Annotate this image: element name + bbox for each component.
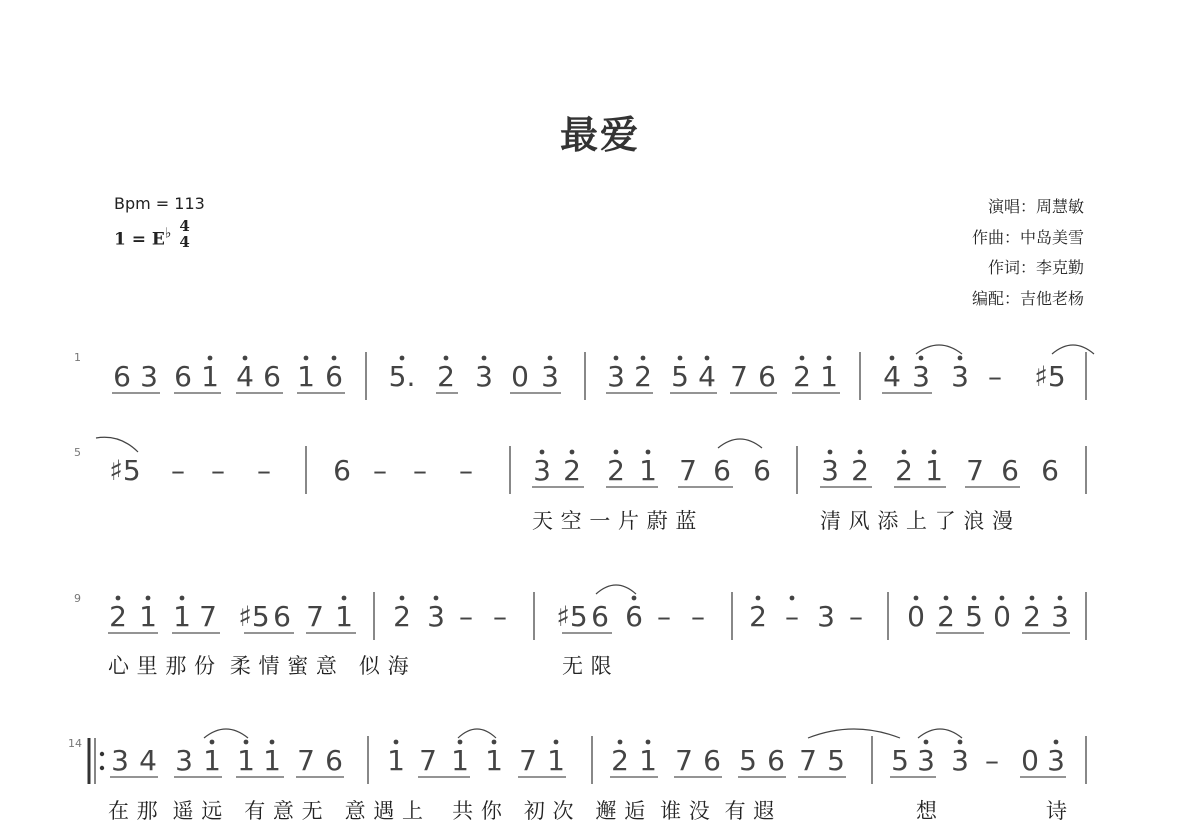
time-sig-bottom: 4 [179, 233, 190, 251]
note-3-9: 2 [393, 600, 411, 633]
note-4-13: 7 [519, 744, 537, 777]
octave-dot [790, 596, 795, 601]
note-3-22: 0 [907, 600, 925, 633]
lyric-line-2a: 天 空 一 片 蔚 蓝 [532, 509, 697, 533]
note-1-10: 2 [437, 360, 455, 393]
flat-sign: ♭ [164, 225, 172, 242]
lyric-line-4b: 想 [916, 799, 938, 823]
note-1-7: 1 [297, 360, 315, 393]
note-3-16: – [657, 600, 671, 633]
note-1-17: 4 [698, 360, 716, 393]
octave-dot [434, 596, 439, 601]
note-1-14: 3 [607, 360, 625, 393]
note-4-9: 1 [387, 744, 405, 777]
octave-dot [444, 356, 449, 361]
octave-dot [1030, 596, 1035, 601]
note-4-10: 7 [419, 744, 437, 777]
note-3-24: 5 [965, 600, 983, 633]
octave-dot [800, 356, 805, 361]
repeat-dot [100, 766, 104, 770]
lyricist-credit: 作词：李克勤 [987, 258, 1084, 277]
note-1-5: 4 [236, 360, 254, 393]
octave-dot [243, 356, 248, 361]
note-1-11: 3 [475, 360, 493, 393]
octave-dot [570, 450, 575, 455]
note-4-17: 7 [675, 744, 693, 777]
note-2-10: 2 [563, 454, 581, 487]
octave-dot [394, 740, 399, 745]
note-2-4: – [257, 454, 271, 487]
note-4-20: 6 [767, 744, 785, 777]
note-3-12: – [493, 600, 507, 633]
note-2-19: 1 [925, 454, 943, 487]
note-4-14: 1 [547, 744, 565, 777]
note-2-11: 2 [607, 454, 625, 487]
note-1-18: 7 [730, 360, 748, 393]
note-4-2: 4 [139, 744, 157, 777]
note-3-5: ♯5 [238, 600, 270, 633]
octave-dot [208, 356, 213, 361]
tempo-label: Bpm = 113 [114, 194, 205, 213]
octave-dot [1058, 596, 1063, 601]
octave-dot [548, 356, 553, 361]
note-3-25: 0 [993, 600, 1011, 633]
note-2-1: ♯5 [109, 454, 141, 487]
octave-dot [858, 450, 863, 455]
note-4-22: 5 [827, 744, 845, 777]
slur [916, 345, 962, 354]
note-2-21: 6 [1001, 454, 1019, 487]
octave-dot [902, 450, 907, 455]
repeat-dot [100, 752, 104, 756]
slur [1052, 345, 1094, 354]
note-3-11: – [459, 600, 473, 633]
octave-dot [614, 356, 619, 361]
octave-dot [540, 450, 545, 455]
arranger-credit: 编配：吉他老杨 [971, 288, 1084, 308]
lyric-line-2b: 清 风 添 上 了 浪 漫 [820, 509, 1014, 533]
note-1-1: 6 [113, 360, 131, 393]
note-4-11: 1 [451, 744, 469, 777]
note-4-1: 3 [111, 744, 129, 777]
octave-dot [678, 356, 683, 361]
octave-dot [146, 596, 151, 601]
note-2-14: 6 [713, 454, 731, 487]
lyric-line-3a: 心 里 那 份 柔 情 蜜 意 似 海 [108, 654, 410, 678]
octave-dot [332, 356, 337, 361]
slur-continuation [96, 437, 138, 452]
note-2-22: 6 [1041, 454, 1059, 487]
note-2-8: – [459, 454, 473, 487]
note-4-12: 1 [485, 744, 503, 777]
note-2-3: – [211, 454, 225, 487]
note-3-14: 6 [591, 600, 609, 633]
note-1-15: 2 [634, 360, 652, 393]
singer-credit: 演唱：周慧敏 [987, 197, 1084, 216]
page-title: 最爱 [559, 113, 640, 157]
note-1-2: 3 [140, 360, 158, 393]
lyric-line-3b: 无 限 [562, 654, 613, 678]
octave-dot [618, 740, 623, 745]
note-4-15: 2 [611, 744, 629, 777]
slur [458, 729, 496, 738]
note-4-21: 7 [799, 744, 817, 777]
octave-dot [646, 740, 651, 745]
octave-dot [400, 356, 405, 361]
octave-dot [116, 596, 121, 601]
slur [808, 729, 900, 738]
octave-dot [210, 740, 215, 745]
note-1-26: ♯5 [1034, 360, 1066, 393]
octave-dot [641, 356, 646, 361]
note-2-12: 1 [639, 454, 657, 487]
octave-dot [827, 356, 832, 361]
note-1-22: 4 [883, 360, 901, 393]
note-3-15: 6 [625, 600, 643, 633]
note-3-17: – [691, 600, 705, 633]
note-2-17: 2 [851, 454, 869, 487]
note-1-24: 3 [951, 360, 969, 393]
note-3-18: 2 [749, 600, 767, 633]
note-1-21: 1 [820, 360, 838, 393]
note-1-20: 2 [793, 360, 811, 393]
slur [204, 729, 248, 738]
note-1-8: 6 [325, 360, 343, 393]
octave-dot [1054, 740, 1059, 745]
note-3-6: 6 [273, 600, 291, 633]
note-1-16: 5 [671, 360, 689, 393]
note-1-6: 6 [263, 360, 281, 393]
note-4-3: 3 [175, 744, 193, 777]
octave-dot [632, 596, 637, 601]
octave-dot [458, 740, 463, 745]
note-4-7: 7 [297, 744, 315, 777]
note-2-2: – [171, 454, 185, 487]
note-4-25: 3 [951, 744, 969, 777]
octave-dot [919, 356, 924, 361]
octave-dot [554, 740, 559, 745]
note-3-27: 3 [1051, 600, 1069, 633]
octave-dot [828, 450, 833, 455]
slur [918, 729, 962, 738]
measure-number-1: 1 [74, 351, 81, 364]
measure-number-5: 5 [74, 446, 81, 459]
note-4-16: 1 [639, 744, 657, 777]
note-4-28: 3 [1047, 744, 1065, 777]
note-1-3: 6 [174, 360, 192, 393]
octave-dot [932, 450, 937, 455]
time-sig-top: 4 [179, 217, 190, 235]
note-4-23: 5 [891, 744, 909, 777]
note-2-9: 3 [533, 454, 551, 487]
note-4-5: 1 [237, 744, 255, 777]
octave-dot [492, 740, 497, 745]
note-2-6: – [373, 454, 387, 487]
note-3-21: – [849, 600, 863, 633]
note-3-1: 2 [109, 600, 127, 633]
octave-dot [1000, 596, 1005, 601]
note-2-5: 6 [333, 454, 351, 487]
note-2-16: 3 [821, 454, 839, 487]
octave-dot [180, 596, 185, 601]
measure-number-9: 9 [74, 592, 81, 605]
note-3-20: 3 [817, 600, 835, 633]
note-4-24: 3 [917, 744, 935, 777]
lyric-line-4a: 在 那 遥 远 有 意 无 意 遇 上 共 你 初 次 邂 逅 谁 没 有 遐 [108, 799, 775, 823]
note-2-15: 6 [753, 454, 771, 487]
note-3-8: 1 [335, 600, 353, 633]
octave-dot [924, 740, 929, 745]
octave-dot [244, 740, 249, 745]
note-3-2: 1 [139, 600, 157, 633]
note-4-8: 6 [325, 744, 343, 777]
octave-dot [958, 356, 963, 361]
octave-dot [482, 356, 487, 361]
note-3-10: 3 [427, 600, 445, 633]
note-1-13: 3 [541, 360, 559, 393]
octave-dot [400, 596, 405, 601]
octave-dot [914, 596, 919, 601]
octave-dot [890, 356, 895, 361]
note-4-27: 0 [1021, 744, 1039, 777]
composer-credit: 作曲：中岛美雪 [971, 227, 1084, 247]
note-3-4: 7 [199, 600, 217, 633]
octave-dot [705, 356, 710, 361]
note-1-4: 1 [201, 360, 219, 393]
note-2-7: – [413, 454, 427, 487]
octave-dot [342, 596, 347, 601]
note-3-7: 7 [306, 600, 324, 633]
lyric-line-4c: 诗 [1046, 799, 1068, 823]
octave-dot [972, 596, 977, 601]
measure-number-14: 14 [68, 737, 82, 750]
note-4-6: 1 [263, 744, 281, 777]
note-3-26: 2 [1023, 600, 1041, 633]
octave-dot [304, 356, 309, 361]
note-2-13: 7 [679, 454, 697, 487]
note-2-18: 2 [895, 454, 913, 487]
note-3-3: 1 [173, 600, 191, 633]
note-4-26: – [985, 744, 999, 777]
slur [718, 439, 762, 448]
octave-dot [958, 740, 963, 745]
octave-dot [944, 596, 949, 601]
key-text: 1 = E [114, 229, 165, 250]
note-4-19: 5 [739, 744, 757, 777]
note-1-23: 3 [912, 360, 930, 393]
note-3-23: 2 [937, 600, 955, 633]
note-1-25: – [988, 360, 1002, 393]
octave-dot [756, 596, 761, 601]
octave-dot [646, 450, 651, 455]
octave-dot [614, 450, 619, 455]
note-1-9: 5. [388, 360, 416, 393]
note-4-18: 6 [703, 744, 721, 777]
note-2-20: 7 [966, 454, 984, 487]
note-3-19: – [785, 600, 799, 633]
note-1-19: 6 [758, 360, 776, 393]
slur [596, 585, 636, 594]
note-4-4: 1 [203, 744, 221, 777]
octave-dot [270, 740, 275, 745]
note-1-12: 0 [511, 360, 529, 393]
note-3-13: ♯5 [556, 600, 588, 633]
